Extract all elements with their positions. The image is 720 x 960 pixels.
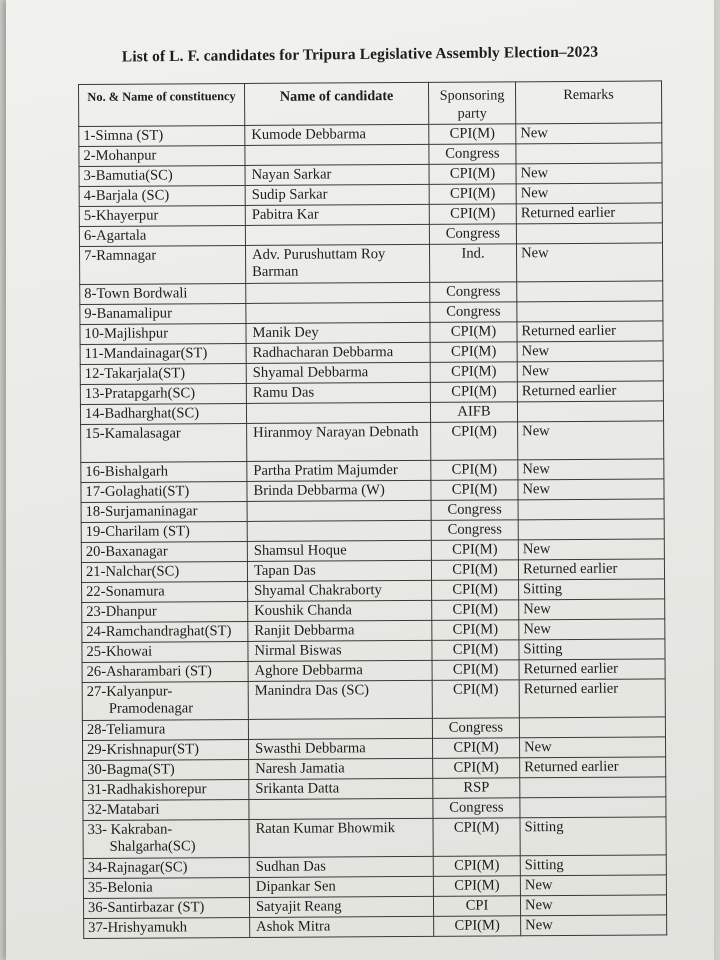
remarks-cell: Returned earlier [517,321,663,342]
constituency-cell [79,165,245,186]
header-constituency: No. & Name of constituency [79,83,245,126]
party-cell: CPI(M) [432,660,519,681]
constituency-name: 37-Hrishyamukh [88,919,188,936]
constituency-name: 11-Mandainagar(ST) [84,345,208,362]
constituency-name-continued: Shalgarha(SC) [109,838,196,855]
table-row [79,243,662,285]
candidate-table-wrapper [78,80,667,939]
party-cell: CPI(M) [432,580,519,601]
candidate-cell [249,798,433,819]
constituency-name: 19-Charilam (ST) [85,523,190,540]
candidate-cell: Satyajit Reang [249,896,433,917]
constituency-name: 23-Dhanpur [86,603,157,620]
constituency-cell [81,541,247,562]
remarks-cell: New [519,599,665,620]
paper-sheet [6,0,714,960]
candidate-cell: Ashok Mitra [250,916,434,937]
party-cell: Congress [432,718,519,739]
candidate-cell [245,224,429,245]
remarks-cell [520,797,666,818]
constituency-cell [79,185,245,206]
candidate-cell: Naresh Jamatia [249,758,433,779]
candidate-cell: Radhacharan Debbarma [246,342,430,363]
constituency-name: 13-Pratapgarh(SC) [84,385,196,402]
constituency-name: 28-Teliamura [86,721,166,738]
remarks-cell: Returned earlier [517,381,663,402]
candidate-cell: Nayan Sarkar [245,164,429,185]
remarks-cell: Returned earlier [519,679,665,718]
remarks-cell: New [518,479,664,500]
party-cell: CPI(M) [429,184,516,205]
candidate-cell [247,500,431,521]
party-cell: Congress [430,282,517,303]
candidate-cell: Srikanta Datta [249,778,433,799]
remarks-cell: New [517,341,663,362]
constituency-cell [83,897,249,918]
remarks-cell: New [519,619,665,640]
remarks-cell [518,499,664,520]
candidate-cell: Ratan Kumar Bhowmik [249,818,433,857]
constituency-name: 16-Bishalgarh [85,463,169,480]
constituency-cell [79,205,245,226]
remarks-cell: New [518,421,664,460]
candidate-cell: Kumode Debbarma [245,124,429,145]
remarks-cell: New [516,123,662,144]
remarks-cell: New [518,539,664,560]
constituency-cell [82,641,248,662]
constituency-name: 36-Santirbazar (ST) [87,899,205,916]
candidate-cell: Shyamal Debbarma [246,362,430,383]
remarks-cell [519,717,665,738]
remarks-cell [520,777,666,798]
table-row [81,421,664,463]
constituency-cell [81,501,247,522]
table-row [83,817,666,859]
party-cell: CPI(M) [430,342,517,363]
constituency-cell [82,661,248,682]
remarks-cell: New [516,183,662,204]
remarks-cell [517,401,663,422]
remarks-cell: Returned earlier [518,559,664,580]
constituency-cell [80,323,246,344]
party-cell: Congress [431,520,518,541]
constituency-name: 27-Kalyanpur- [86,683,173,700]
candidate-cell [248,718,432,739]
candidate-cell: Shamsul Hoque [247,540,431,561]
constituency-name-continued: Pramodenagar [108,700,194,717]
constituency-cell [83,877,249,898]
table-row [82,679,665,721]
constituency-name: 22-Sonamura [86,583,165,600]
header-party: Sponsoring party [428,82,515,125]
candidate-cell [246,402,430,423]
constituency-cell [84,917,250,938]
constituency-cell [80,363,246,384]
candidate-cell: Koushik Chanda [248,600,432,621]
candidate-cell: Brinda Debbarma (W) [247,480,431,501]
constituency-cell [80,383,246,404]
party-cell: CPI(M) [431,460,518,481]
constituency-cell [80,303,246,324]
candidate-cell [246,282,430,303]
party-cell: CPI(M) [432,600,519,621]
party-cell: CPI(M) [430,362,517,383]
constituency-cell [81,521,247,542]
remarks-cell: Sitting [520,817,666,856]
constituency-name: 12-Takarjala(ST) [84,365,186,382]
party-cell: CPI(M) [433,758,520,779]
remarks-cell: Sitting [519,579,665,600]
remarks-cell [517,281,663,302]
constituency-cell [83,799,249,820]
constituency-cell [81,423,247,462]
candidate-cell: Pabitra Kar [245,204,429,225]
candidate-table [78,80,667,939]
remarks-cell: Returned earlier [519,659,665,680]
party-cell: CPI(M) [430,382,517,403]
candidate-cell: Ranjit Debbarma [248,620,432,641]
document-title: List of L. F. candidates for Tripura Legislative Assembly Election–2023 [121,43,599,66]
constituency-cell [81,561,247,582]
party-cell: CPI(M) [432,640,519,661]
constituency-cell [83,857,249,878]
party-cell: CPI(M) [431,540,518,561]
constituency-name: 18-Surjamaninagar [85,503,198,520]
constituency-name: 30-Bagma(ST) [87,761,175,778]
candidate-cell: Aghore Debbarma [248,660,432,681]
remarks-cell: New [517,361,663,382]
constituency-cell [83,779,249,800]
constituency-cell [81,481,247,502]
constituency-name: 24-Ramchandraghat(ST) [86,623,232,640]
remarks-cell: Sitting [520,855,666,876]
party-cell: CPI(M) [429,124,516,145]
candidate-cell: Partha Pratim Majumder [247,460,431,481]
constituency-cell [83,759,249,780]
remarks-cell: New [521,915,667,936]
remarks-cell: New [520,875,666,896]
party-cell: CPI(M) [429,204,516,225]
candidate-cell: Swasthi Debbarma [249,738,433,759]
constituency-name: 34-Rajnagar(SC) [87,859,188,876]
constituency-name: 1-Simna (ST) [83,127,164,144]
constituency-cell [80,343,246,364]
candidate-cell: Sudip Sarkar [245,184,429,205]
candidate-cell: Manik Dey [246,322,430,343]
party-cell: CPI(M) [432,620,519,641]
remarks-cell: New [518,459,664,480]
constituency-name: 32-Matabari [87,801,160,818]
party-cell: CPI(M) [433,856,520,877]
constituency-name: 25-Khowai [86,643,153,660]
constituency-cell [82,621,248,642]
constituency-name: 31-Radhakishorepur [87,781,207,798]
candidate-table-body [79,123,667,939]
constituency-name: 2-Mohanpur [83,147,157,164]
constituency-cell [82,681,248,720]
candidate-cell [245,144,429,165]
candidate-cell: Adv. Purushuttam Roy Barman [245,244,429,283]
party-cell: Congress [433,798,520,819]
candidate-cell: Dipankar Sen [249,876,433,897]
constituency-cell [80,403,246,424]
constituency-name: 3-Bamutia(SC) [83,167,173,184]
remarks-cell [517,301,663,322]
constituency-cell [83,819,249,858]
constituency-cell [83,739,249,760]
party-cell: CPI(M) [431,480,518,501]
party-cell: CPI(M) [434,916,521,937]
constituency-name: 14-Badharghat(SC) [84,405,200,422]
candidate-cell [246,302,430,323]
constituency-name: 6-Agartala [83,227,147,244]
party-cell: Congress [431,500,518,521]
constituency-name: 5-Khayerpur [83,207,159,224]
constituency-name: 7-Ramnagar [84,247,157,264]
candidate-cell [247,520,431,541]
constituency-name: 8-Town Bordwali [84,285,188,302]
party-cell: AIFB [430,402,517,423]
constituency-cell [80,283,246,304]
party-cell: CPI(M) [432,680,519,719]
remarks-cell [516,143,662,164]
remarks-cell [518,519,664,540]
party-cell: CPI(M) [429,164,516,185]
remarks-cell: New [520,895,666,916]
constituency-name: 33- Kakraban- [87,821,173,838]
header-remarks: Remarks [515,81,661,124]
constituency-name: 9-Banamalipur [84,305,172,322]
candidate-cell: Hiranmoy Narayan Debnath [247,422,431,461]
candidate-cell: Shyamal Chakraborty [248,580,432,601]
party-cell: CPI(M) [433,876,520,897]
constituency-cell [82,581,248,602]
party-cell: Congress [429,144,516,165]
remarks-cell: Returned earlier [516,203,662,224]
constituency-cell [82,601,248,622]
constituency-cell [79,225,245,246]
constituency-cell [79,245,245,284]
party-cell: Congress [429,224,516,245]
constituency-cell [79,145,245,166]
constituency-cell [82,719,248,740]
party-cell: CPI(M) [433,818,520,857]
constituency-name: 17-Golaghati(ST) [85,483,190,500]
remarks-cell: New [520,737,666,758]
candidate-cell: Sudhan Das [249,856,433,877]
candidate-cell: Ramu Das [246,382,430,403]
candidate-cell: Nirmal Biswas [248,640,432,661]
candidate-cell: Manindra Das (SC) [248,680,432,719]
constituency-name: 26-Asharambari (ST) [86,663,212,680]
party-cell: CPI(M) [431,422,518,461]
constituency-name: 15-Kamalasagar [85,425,181,442]
constituency-cell [81,461,247,482]
remarks-cell: Sitting [519,639,665,660]
constituency-name: 10-Majlishpur [84,325,169,342]
header-candidate: Name of candidate [244,82,428,125]
party-cell: CPI(M) [430,322,517,343]
remarks-cell: New [516,163,662,184]
remarks-cell [516,223,662,244]
constituency-name: 29-Krishnapur(ST) [87,741,199,758]
party-cell: CPI(M) [433,738,520,759]
candidate-cell: Tapan Das [247,560,431,581]
constituency-name: 20-Baxanagar [85,543,168,560]
party-cell: Congress [430,302,517,323]
constituency-name: 35-Belonia [87,879,153,896]
constituency-name: 21-Nalchar(SC) [85,563,180,580]
party-cell: CPI(M) [431,560,518,581]
party-cell: Ind. [429,244,516,283]
remarks-cell: Returned earlier [520,757,666,778]
constituency-name: 4-Barjala (SC) [83,187,170,204]
party-cell: RSP [433,778,520,799]
table-row [84,915,667,939]
constituency-cell [79,125,245,146]
party-cell: CPI [433,896,520,917]
remarks-cell: New [516,243,662,282]
